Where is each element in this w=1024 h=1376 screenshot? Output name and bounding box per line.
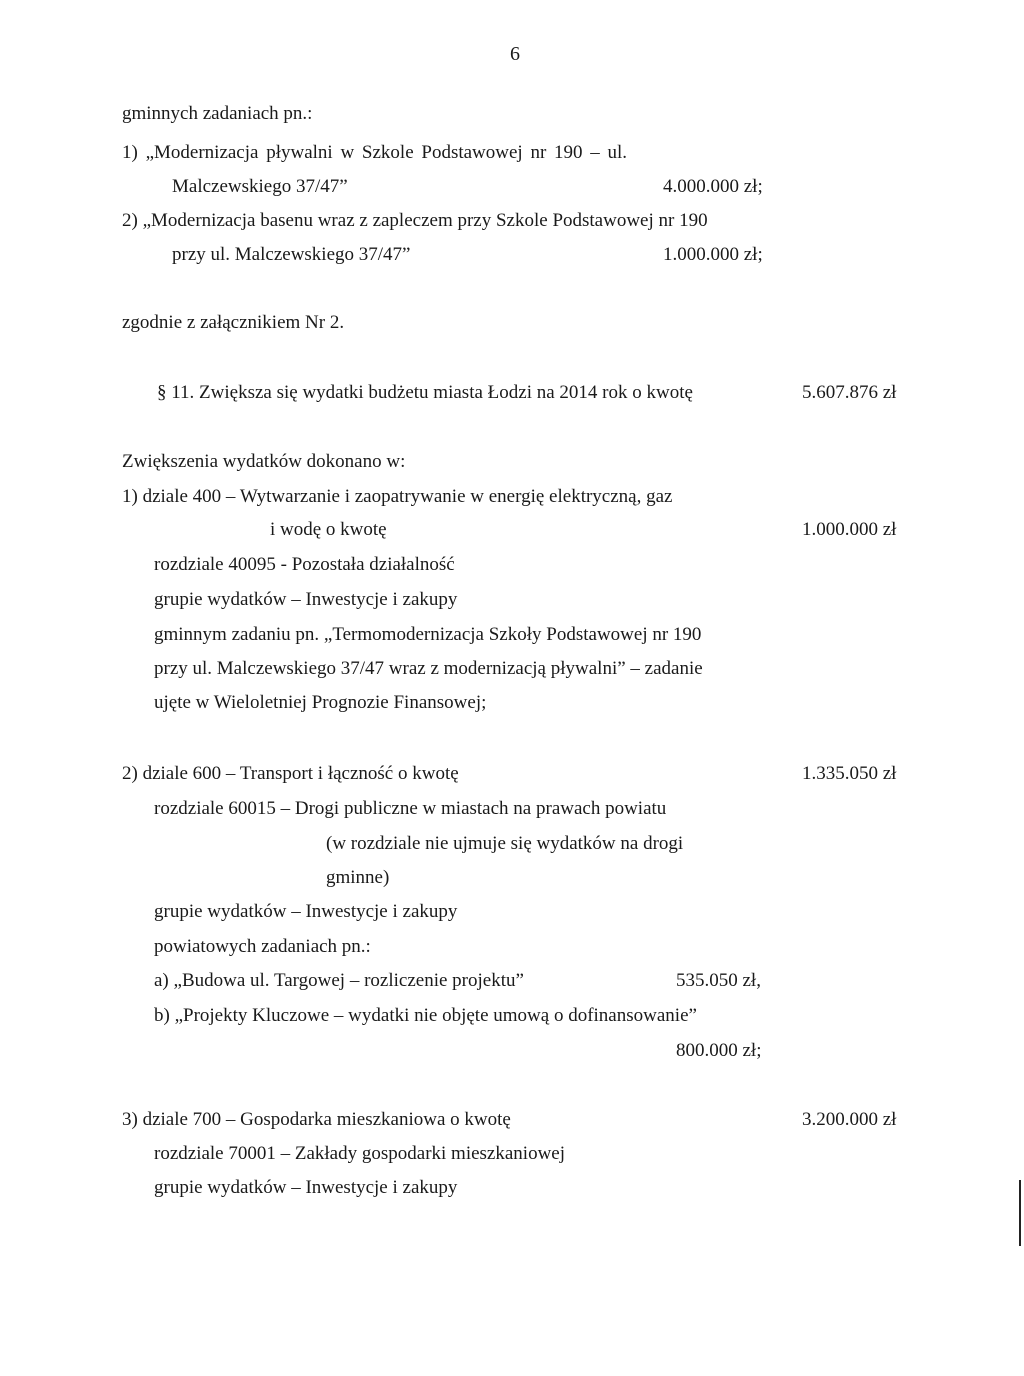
dept-400-task-2: przy ul. Malczewskiego 37/47 wraz z modernizacją pływalni” – zadanie	[154, 658, 703, 679]
item-2-amount: 1.000.000 zł;	[663, 244, 763, 265]
intro-line: gminnych zadaniach pn.:	[122, 103, 313, 124]
dept-400-line-2: i wodę o kwotę	[270, 519, 387, 540]
dept-600-task-b: b) „Projekty Kluczowe – wydatki nie objęte umową o dofinansowanie”	[154, 1005, 697, 1026]
section-11-text: § 11. Zwiększa się wydatki budżetu miasta Łodzi na 2014 rok o kwotę	[157, 382, 693, 403]
dept-600-rozdzial-2: (w rozdziale nie ujmuje się wydatków na drogi	[326, 833, 684, 854]
dept-700-line: 3) dziale 700 – Gospodarka mieszkaniowa o kwotę	[122, 1109, 511, 1130]
dept-400-line: 1) dziale 400 – Wytwarzanie i zaopatrywanie w energię elektryczną, gaz	[122, 486, 673, 507]
scan-edge-mark	[1019, 1180, 1021, 1246]
page-number: 6	[510, 43, 520, 65]
item-1-address: Malczewskiego 37/47”	[172, 176, 348, 197]
dept-700-amount: 3.200.000 zł	[802, 1109, 897, 1130]
item-1-title: 1) „Modernizacja pływalni w Szkole Podstawowej nr 190 – ul.	[122, 142, 628, 163]
increases-intro: Zwiększenia wydatków dokonano w:	[122, 451, 406, 472]
dept-600-task-a: a) „Budowa ul. Targowej – rozliczenie projektu”	[154, 970, 524, 991]
dept-600-tasks-intro: powiatowych zadaniach pn.:	[154, 936, 371, 957]
dept-600-task-a-amount: 535.050 zł,	[676, 970, 761, 991]
item-2-address: przy ul. Malczewskiego 37/47”	[172, 244, 411, 265]
dept-400-task-3: ujęte w Wieloletniej Prognozie Finansowej;	[154, 692, 487, 713]
dept-700-rozdzial: rozdziale 70001 – Zakłady gospodarki mieszkaniowej	[154, 1143, 566, 1164]
item-1-amount: 4.000.000 zł;	[663, 176, 763, 197]
dept-400-amount: 1.000.000 zł	[802, 519, 897, 540]
dept-400-rozdzial: rozdziale 40095 - Pozostała działalność	[154, 554, 455, 575]
dept-600-line: 2) dziale 600 – Transport i łączność o kwotę	[122, 763, 459, 784]
dept-600-rozdzial: rozdziale 60015 – Drogi publiczne w miastach na prawach powiatu	[154, 798, 667, 819]
dept-700-grupa: grupie wydatków – Inwestycje i zakupy	[154, 1177, 458, 1198]
dept-600-amount: 1.335.050 zł	[802, 763, 897, 784]
dept-400-task-1: gminnym zadaniu pn. „Termomodernizacja Szkoły Podstawowej nr 190	[154, 624, 702, 645]
dept-400-grupa: grupie wydatków – Inwestycje i zakupy	[154, 589, 458, 610]
annex-reference: zgodnie z załącznikiem Nr 2.	[122, 312, 345, 333]
dept-600-task-b-amount: 800.000 zł;	[676, 1040, 762, 1061]
dept-600-grupa: grupie wydatków – Inwestycje i zakupy	[154, 901, 458, 922]
item-2-title: 2) „Modernizacja basenu wraz z zapleczem przy Szkole Podstawowej nr 190	[122, 210, 708, 231]
dept-600-rozdzial-3: gminne)	[326, 867, 390, 888]
section-11-amount: 5.607.876 zł	[802, 382, 897, 403]
